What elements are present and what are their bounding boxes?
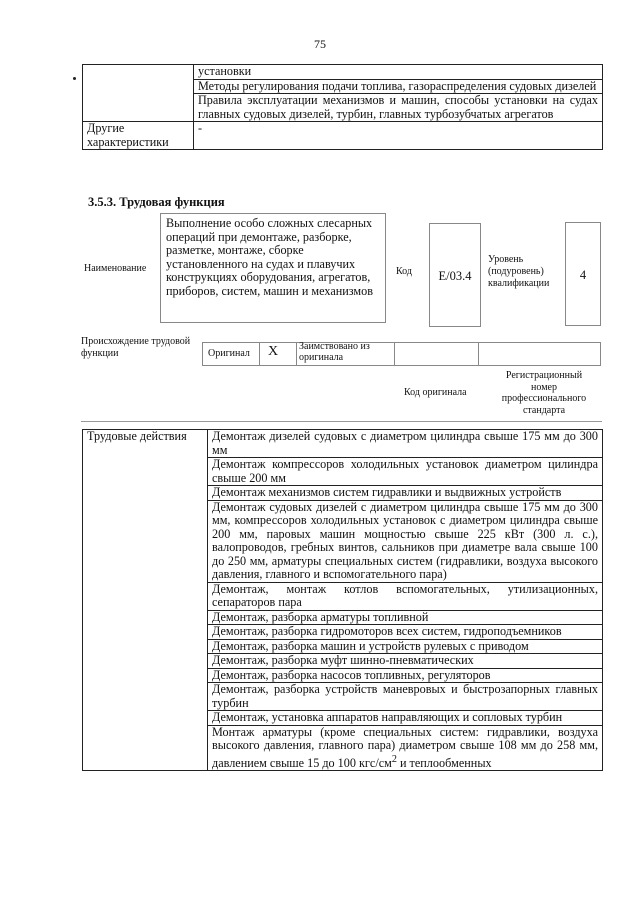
margin-dot [73, 77, 76, 80]
table-cell: Методы регулирования подачи топлива, газораспределения судовых дизелей [194, 79, 603, 94]
action-item: Демонтаж компрессоров холодильных установок диаметром цилиндра свыше 200 мм [208, 458, 603, 486]
labor-actions-label: Трудовые действия [83, 430, 208, 771]
divider [81, 421, 602, 422]
knowledge-table-continued [82, 64, 603, 150]
action-item: Демонтаж, установка аппаратов направляющих и сопловых турбин [208, 711, 603, 726]
table-cell: Правила эксплуатации механизмов и машин, способы установки на судах главных судовых дизелей, турбин, главных турбозубчатых агрегатов [194, 94, 603, 122]
original-mark: X [268, 344, 279, 359]
function-name-box: Выполнение особо сложных слесарных операций при демонтаже, разборке, разметке, монтаже, сборке установленного на судах и плавучих конструкциях оборудования, агрегатов, приборов, систем, машин и механизмов [160, 213, 386, 323]
original-label: Оригинал [208, 348, 250, 359]
action-item: Демонтаж, разборка устройств маневровых и быстрозапорных главных турбин [208, 683, 603, 711]
registration-number-label: Регистрационный номер профессионального стандарта [501, 370, 587, 416]
page-number: 75 [314, 37, 326, 51]
action-item: Демонтаж, монтаж котлов вспомогательных, утилизационных, сепараторов пара [208, 582, 603, 610]
superscript: 2 [391, 753, 397, 765]
code-original-label: Код оригинала [404, 387, 467, 398]
name-label: Наименование [84, 263, 147, 274]
origin-label: Происхождение трудовой функции [81, 336, 191, 359]
table-row [83, 430, 603, 458]
action-item: Демонтаж, разборка машин и устройств рулевых с приводом [208, 639, 603, 654]
borrowed-label: Заимствовано из оригинала [299, 341, 370, 363]
action-text: Монтаж арматуры (кроме специальных систем: гидравлики, воздуха высокого давления, главного пара) диаметром свыше 108 мм до 258 мм, давлением свыше 15 до 100 кгс/см [212, 724, 598, 770]
table-row [83, 65, 603, 80]
other-characteristics-value: - [194, 122, 603, 150]
table-cell: установки [194, 65, 603, 80]
other-characteristics-label: Другие характеристики [83, 122, 194, 150]
origin-row [202, 342, 601, 366]
code-label: Код [396, 266, 412, 277]
action-item-last [208, 725, 603, 771]
labor-actions-table [82, 429, 603, 771]
action-item: Демонтаж, разборка арматуры топливной [208, 610, 603, 625]
empty-label-cell [83, 65, 194, 122]
code-value: E/03.4 [429, 223, 481, 327]
action-item: Демонтаж, разборка муфт шинно-пневматических [208, 654, 603, 669]
action-item: Демонтаж, разборка гидромоторов всех систем, гидроподъемников [208, 625, 603, 640]
action-text-tail: и теплообменных [396, 755, 492, 770]
section-title: 3.5.3. Трудовая функция [88, 195, 225, 209]
action-item: Демонтаж дизелей судовых с диаметром цилиндра свыше 175 мм до 300 мм [208, 430, 603, 458]
level-value: 4 [565, 222, 601, 326]
action-item: Демонтаж механизмов систем гидравлики и выдвижных устройств [208, 486, 603, 501]
table-row [83, 122, 603, 150]
level-label: Уровень (подуровень) квалификации [488, 254, 550, 289]
action-item: Демонтаж, разборка насосов топливных, регуляторов [208, 668, 603, 683]
action-item: Демонтаж судовых дизелей с диаметром цилиндра свыше 175 мм до 300 мм, компрессоров холодильных установок с диаметром цилиндра свыше 200 мм, паровых машин мощностью свыше 225 кВт (300 л. с.), валопроводов, гребных винтов, сальников при диаметре вала свыше 100 до 250 мм, арматуры специальных систем (гидравлики, воздуха высокого давления, главного и вспомогательного пара) [208, 500, 603, 582]
